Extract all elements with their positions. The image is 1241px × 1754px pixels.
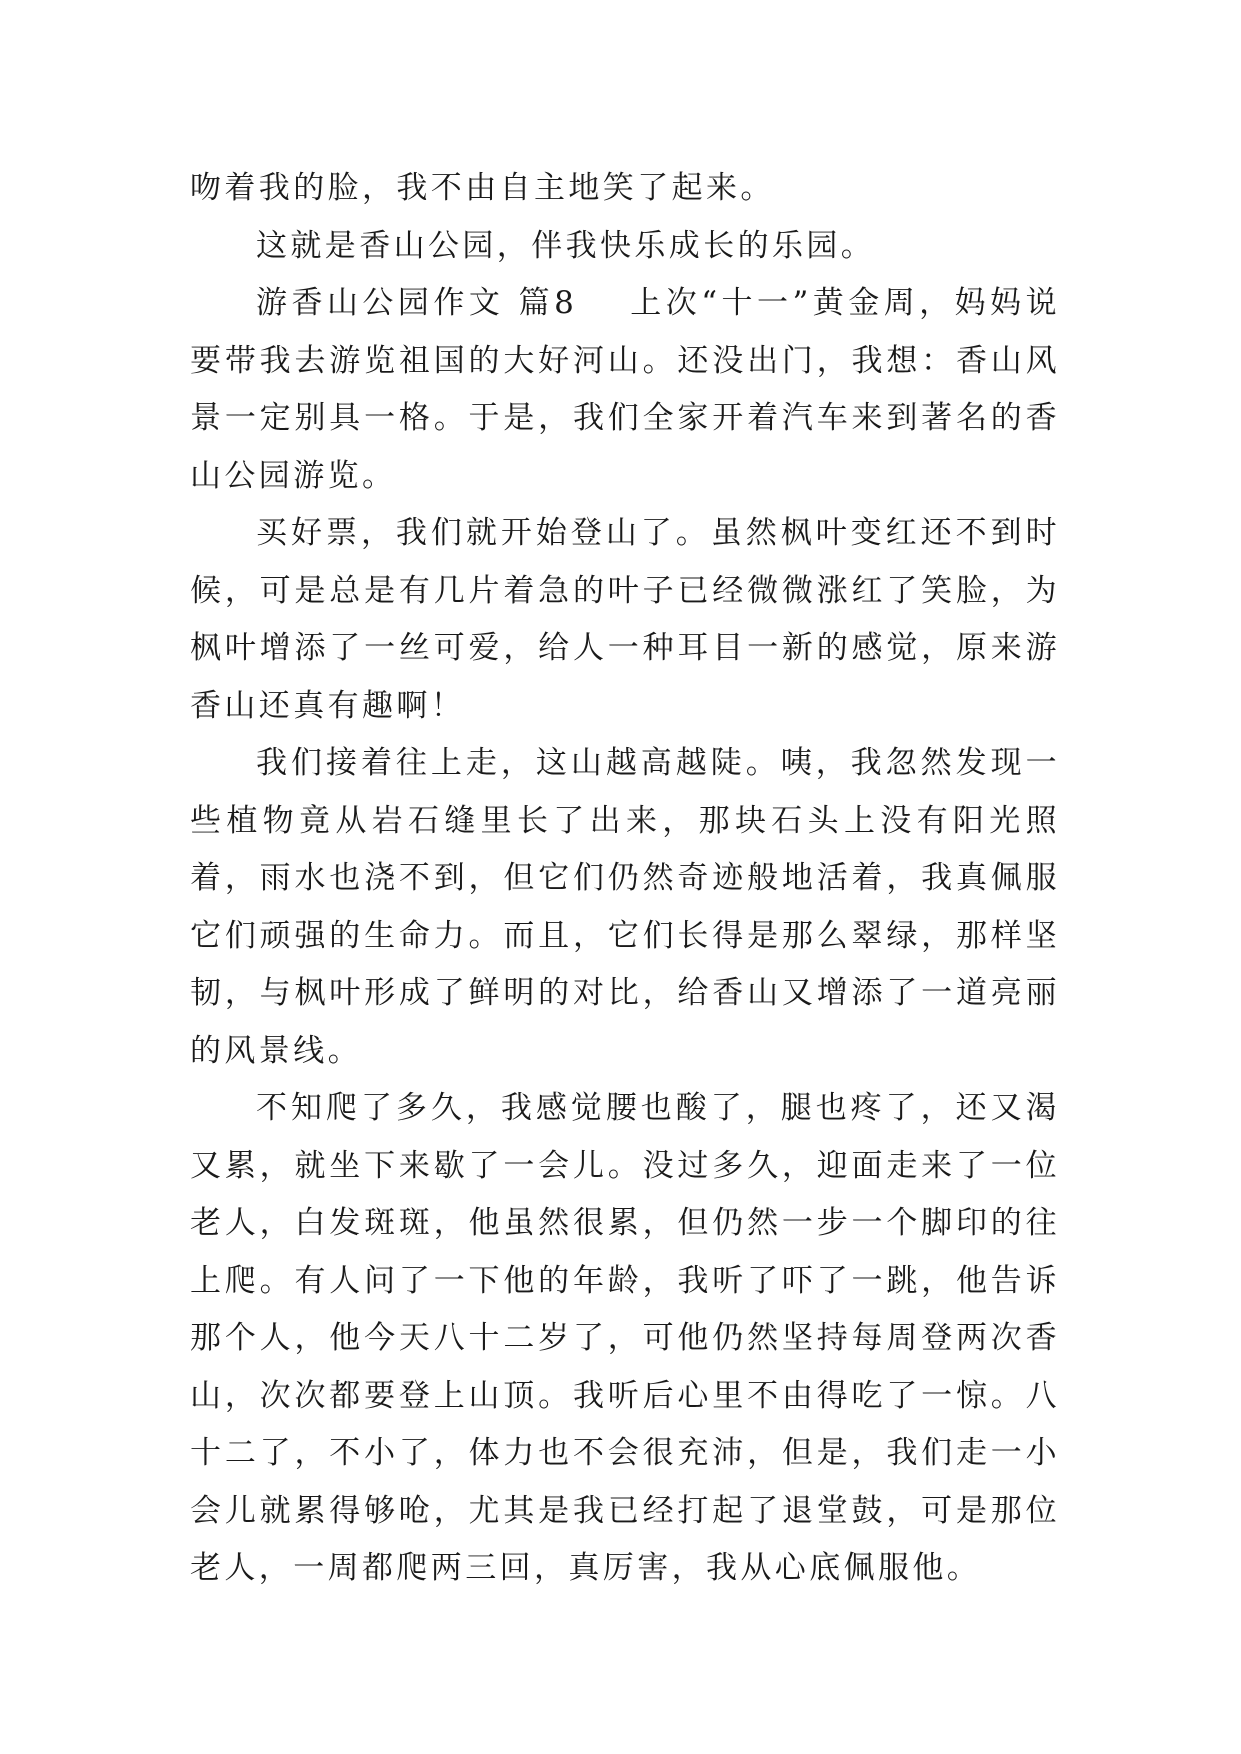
body-paragraph-old-man: 不知爬了多久，我感觉腰也酸了，腿也疼了，还又渴又累，就坐下来歇了一会儿。没过多久，迎面走来了一位老人，白发斑斑，他虽然很累，但仍然一步一个脚印的往上爬。有人问了一下他的年龄，我听了吓了一跳，他告诉那个人，他今天八十二岁了，可他仍然坚持每周登两次香山，次次都要登上山顶。我听后心里不由得吃了一惊。八十二了，不小了，体力也不会很充沛，但是，我们走一小会儿就累得够呛，尤其是我已经打起了退堂鼓，可是那位老人，一周都爬两三回，真厉害，我从心底佩服他。 <box>190 1090 1060 1586</box>
document-body <box>190 160 1060 1598</box>
body-paragraph-plants: 我们接着往上走，这山越高越陡。咦，我忽然发现一些植物竟从岩石缝里长了出来，那块石头上没有阳光照着，雨水也浇不到，但它们仍然奇迹般地活着，我真佩服它们顽强的生命力。而且，它们长得是那么翠绿，那样坚韧，与枫叶形成了鲜明的对比，给香山又增添了一道亮丽的风景线。 <box>190 745 1060 1069</box>
section-first-paragraph: 上次“十一”黄金周，妈妈说要带我去游览祖国的大好河山。还没出门，我想：香山风景一定别具一格。于是，我们全家开着汽车来到著名的香山公园游览。 <box>190 285 1060 494</box>
section-paragraph <box>190 275 1060 505</box>
paragraph-summary: 这就是香山公园，伴我快乐成长的乐园。 <box>256 227 876 264</box>
section-heading: 游香山公园作文 篇8 <box>256 285 578 321</box>
body-paragraph-ticket: 买好票，我们就开始登山了。虽然枫叶变红还不到时候，可是总是有几片着急的叶子已经微微涨红了笑脸，为枫叶增添了一丝可爱，给人一种耳目一新的感觉，原来游香山还真有趣啊！ <box>190 515 1060 724</box>
paragraph-continuation: 吻着我的脸，我不由自主地笑了起来。 <box>190 170 775 206</box>
